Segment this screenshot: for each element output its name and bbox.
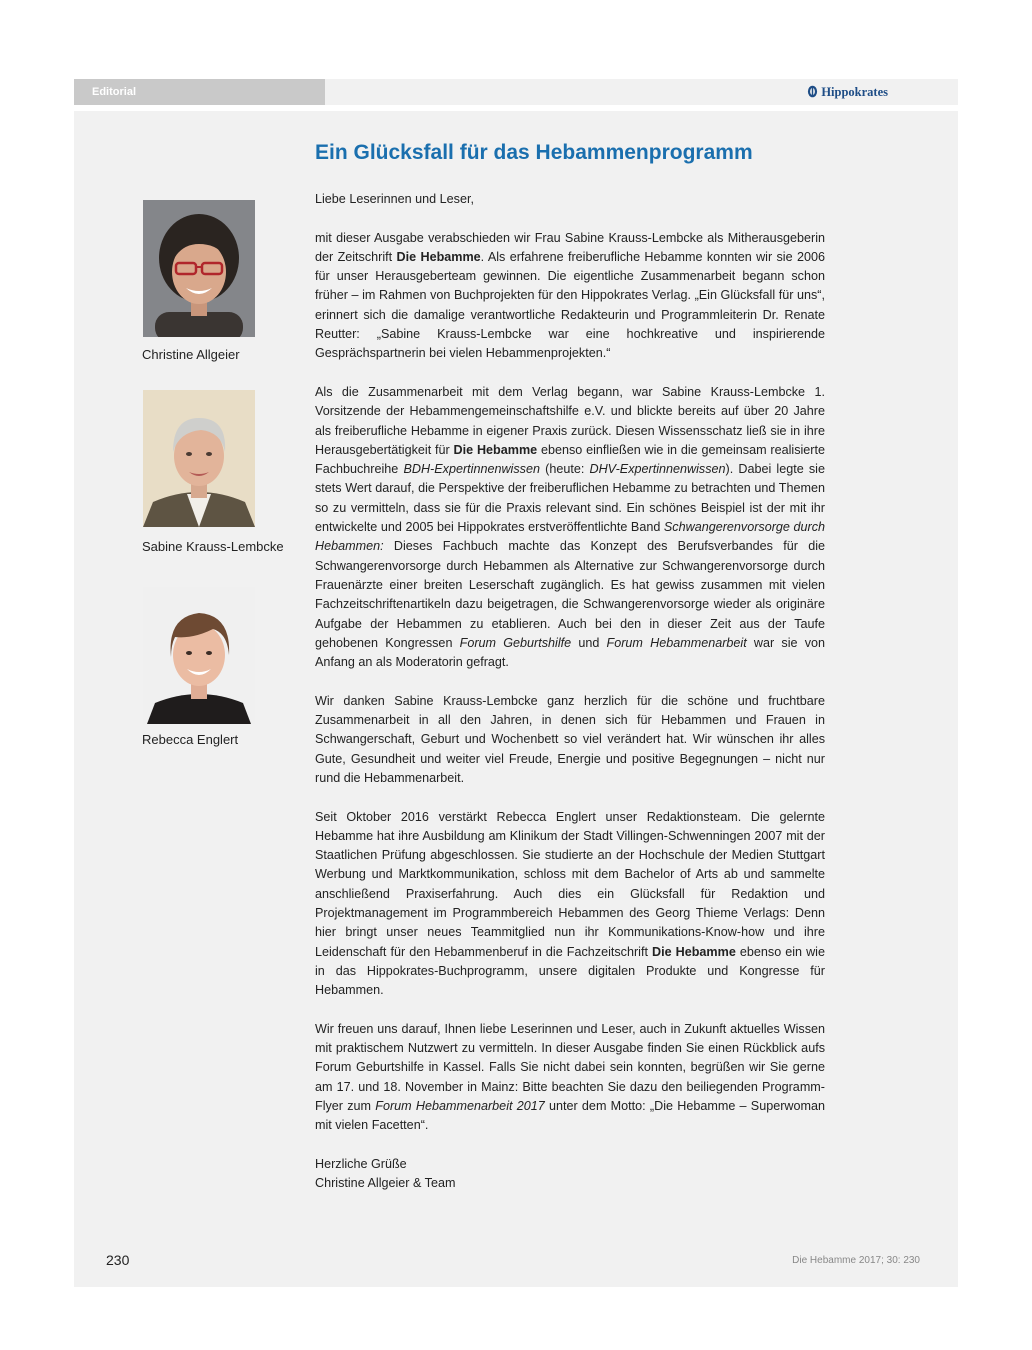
page-number: 230 bbox=[106, 1252, 130, 1268]
article-title: Ein Glücksfall für das Hebammenprogramm bbox=[315, 141, 753, 164]
closing bbox=[315, 1155, 825, 1194]
journal-citation: Die Hebamme 2017; 30: 230 bbox=[792, 1255, 920, 1266]
caption-christine-allgeier: Christine Allgeier bbox=[142, 347, 240, 362]
paragraph-5: Wir freuen uns darauf, Ihnen liebe Leserinnen und Leser, auch in Zukunft aktuelles Wissen mit praktischem Nutzwert zu vermitteln. In dieser Ausgabe finden Sie einen Rückblick aufs Forum Geburtshilfe in Kassel. Falls Sie nicht dabei sein konnten, begrüßen wir Sie gerne am 17. und 18. November in Mainz: Bitte beachten Sie dazu den beiliegenden Programm-Flyer zum Forum Hebammenarbeit 2017 unter dem Motto: „Die Hebamme – Superwoman mit vielen Facetten“. bbox=[315, 1021, 826, 1133]
portrait-image bbox=[143, 200, 255, 337]
brand-name: Hippokrates bbox=[821, 85, 888, 99]
header-bar bbox=[325, 79, 958, 105]
portrait-rebecca-englert bbox=[143, 587, 255, 724]
article-body bbox=[315, 190, 825, 1193]
section-label: Editorial bbox=[74, 79, 325, 105]
running-header bbox=[74, 79, 958, 105]
paragraph-1: mit dieser Ausgabe verabschieden wir Frau Sabine Krauss-Lembcke als Mitherausgeberin der Zeitschrift Die Hebamme. Als erfahrene freiberufliche Hebamme konnten wir sie 2006 für unser Herausgeberteam gewinnen. Die eigentliche Zusammenarbeit begann schon früher – im Rahmen von Buchprojekten für den Hippokrates Verlag. „Ein Glücksfall für uns“, erinnert sich die damalige verantwortliche Redakteurin und Programmleiterin Dr. Renate Reutter: „Sabine Krauss-Lembcke war eine hochkreative und inspirierende Gesprächspartnerin bei vielen Hebammenprojekten.“ bbox=[315, 230, 825, 361]
portrait-image bbox=[143, 587, 255, 724]
signature: Christine Allgeier & Team bbox=[315, 1176, 456, 1191]
portrait-christine-allgeier bbox=[143, 200, 255, 337]
paragraph-4: Seit Oktober 2016 verstärkt Rebecca Englert unser Redaktionsteam. Die gelernte Hebamme hat ihre Ausbildung am Klinikum der Stadt Villingen-Schwenningen 2007 mit der Staatlichen Prüfung abgeschlossen. Sie studierte an der Hochschule der Medien Stuttgart Werbung und Marktkommunikation, schloss mit dem Bachelor of Arts ab und sammelte anschließend Praxiserfahrung. Auch dies ein Glücksfall für Redaktion und Projektmanagement im Programmbereich Hebammen des Georg Thieme Verlags: Denn hier bringt unser neues Teammitglied nun ihr Kommunikations-Know-how und ihre Leidenschaft für den Hebammenberuf in die Fachzeitschrift Die Hebamme ebenso ein wie in das Hippokrates-Buchprogramm, unsere digitalen Produkte und Kongresse für Hebammen. bbox=[315, 809, 825, 998]
paragraph-3: Wir danken Sabine Krauss-Lembcke ganz herzlich für die schöne und fruchtbare Zusammenarbeit in all den Jahren, in denen sich für Hebammen und Frauen in Schwangerschaft, Geburt und Wochenbett so viel verändert hat. Wir wünschen ihr alles Gute, Gesundheit und weiter viel Freude, Energie und positive Begegnungen – nicht nur rund die Hebammenarbeit. bbox=[315, 693, 825, 785]
closing-greeting: Herzliche Grüße bbox=[315, 1156, 407, 1171]
caption-rebecca-englert: Rebecca Englert bbox=[142, 732, 239, 747]
caption-sabine-krauss-lembcke: Sabine Krauss-Lembcke bbox=[142, 539, 284, 554]
portrait-sabine-krauss-lembcke bbox=[143, 390, 255, 527]
paragraph-2: Als die Zusammenarbeit mit dem Verlag begann, war Sabine Krauss-Lembcke 1. Vorsitzende der Hebammengemeinschaftshilfe e.V. und blickte bereits auf über 20 Jahre als freiberufliche Hebamme in eigener Praxis zurück. Diesen Wissensschatz ließ sie in ihre Herausgebertätigkeit für Die Hebamme ebenso einfließen wie in die gemeinsam realisierte Fachbuchreihe BDH-Expertinnenwissen (heute: DHV-Expertinnenwissen). Dabei legte sie stets Wert darauf, die Perspektive der freiberuflichen Hebamme zu betrachten und Themen so zu vermitteln, dass sie für die Praxis relevant sind. Ein schönes Beispiel ist der mit ihr entwickelte und 2005 bei Hippokrates erstveröffentlichte Band Schwangerenvorsorge durch Hebammen: Dieses Fachbuch machte das Konzept des Berufsverbandes für die Schwangerenvorsorge durch Hebammen als Alternative zur Schwangerenvorsorge durch Frauenärzte einer breiten Leserschaft zugänglich. Es hat gewiss zusammen mit vielen Fachzeitschriftenartikeln dazu beigetragen, die Schwangerenvorsorge wieder als originäre Aufgabe der Hebammen zu etablieren. Auch bei den in dieser Zeit aus der Taufe gehobenen Kongressen Forum Geburtshilfe und Forum Hebammenarbeit war sie von Anfang an als Moderatorin gefragt. bbox=[315, 384, 825, 670]
portrait-image bbox=[143, 390, 255, 527]
hippokrates-logo-icon bbox=[807, 85, 818, 98]
salutation: Liebe Leserinnen und Leser, bbox=[315, 192, 474, 206]
publisher-brand bbox=[807, 79, 888, 105]
